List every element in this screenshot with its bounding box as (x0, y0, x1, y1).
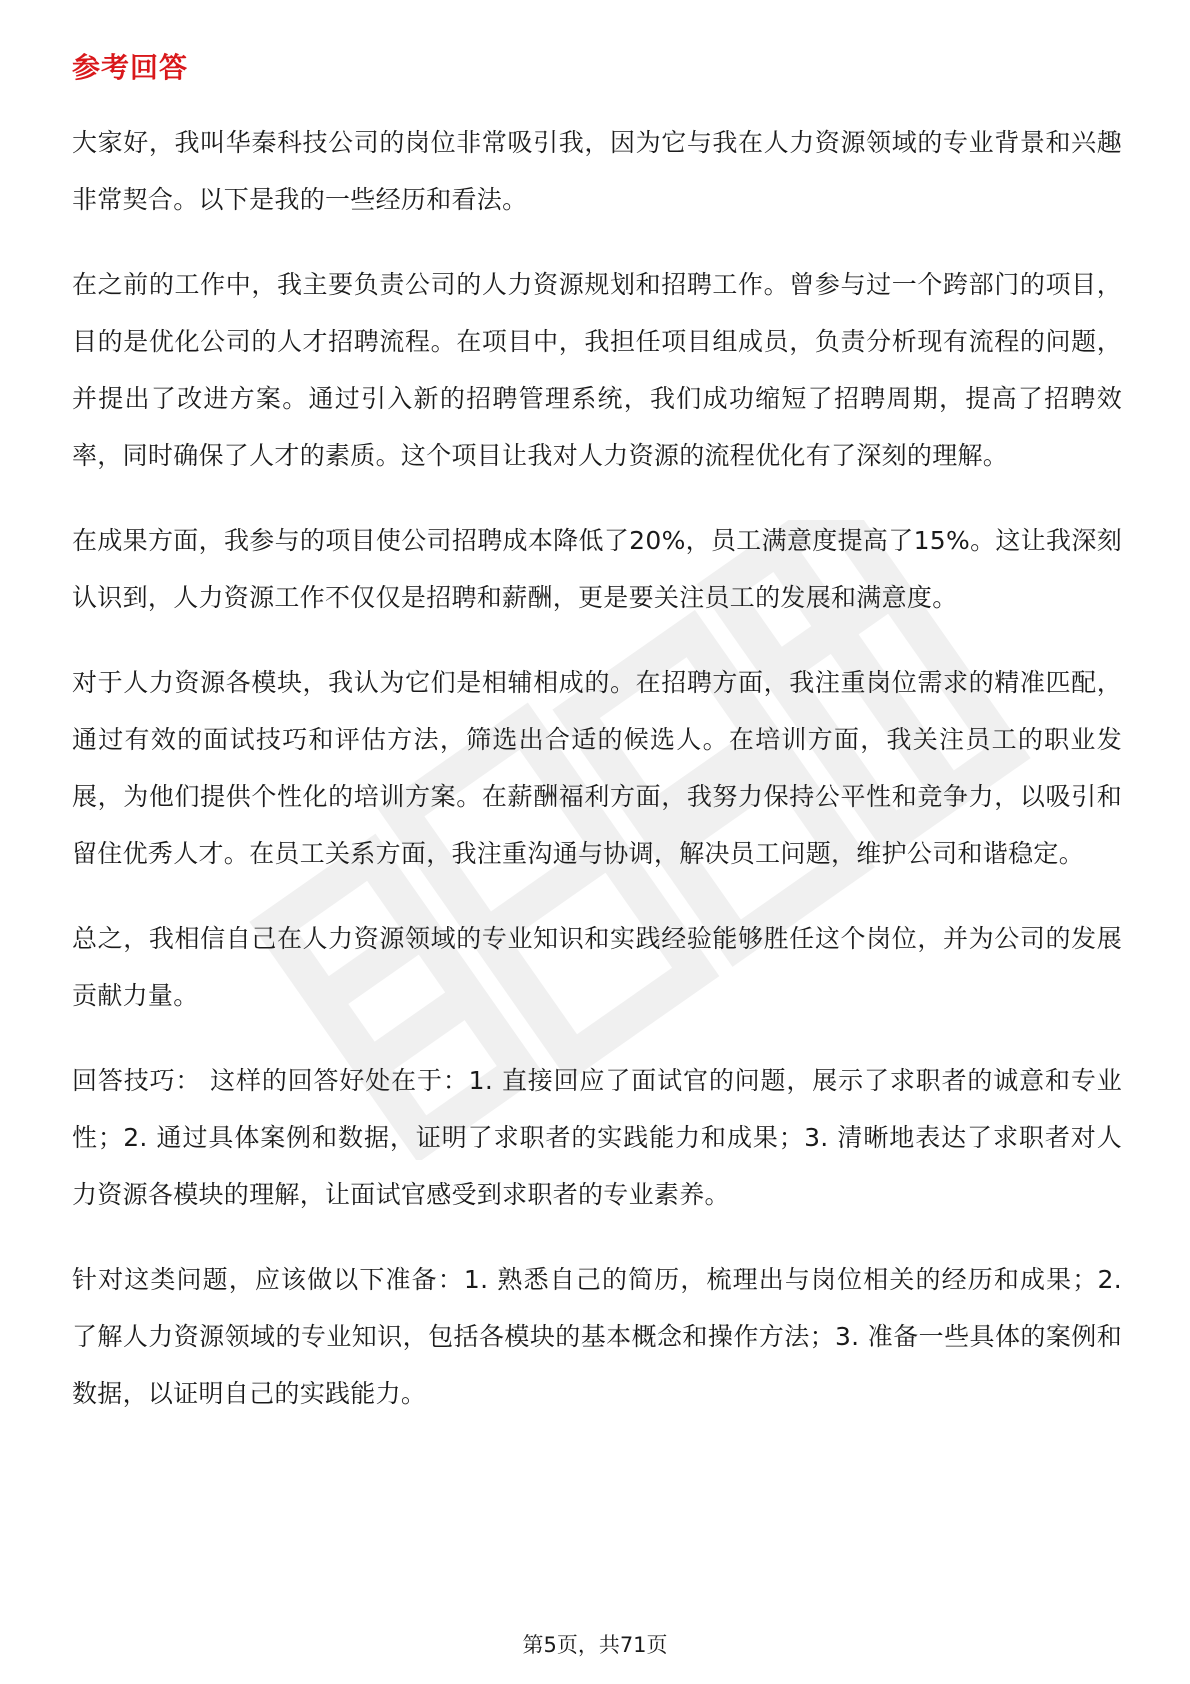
section-title: 参考回答 (72, 51, 189, 84)
page-indicator: 第5页，共71页 (522, 1633, 668, 1657)
paragraph-answer-tips: 回答技巧： 这样的回答好处在于：1. 直接回应了面试官的问题，展示了求职者的诚意和专业性；2. 通过具体案例和数据，证明了求职者的实践能力和成果；3. 清晰地表达了求职者对人力资源各模块的理解，让面试官感受到求职者的专业素养。 (72, 1066, 1122, 1209)
paragraph-hr-modules: 对于人力资源各模块，我认为它们是相辅相成的。在招聘方面，我注重岗位需求的精准匹配，通过有效的面试技巧和评估方法，筛选出合适的候选人。在培训方面，我关注员工的职业发展，为他们提供个性化的培训方案。在薪酬福利方面，我努力保持公平性和竞争力，以吸引和留住优秀人才。在员工关系方面，我注重沟通与协调，解决员工问题，维护公司和谐稳定。 (72, 668, 1122, 868)
answer-content (72, 48, 1122, 1450)
paragraph-experience: 在之前的工作中，我主要负责公司的人力资源规划和招聘工作。曾参与过一个跨部门的项目，目的是优化公司的人才招聘流程。在项目中，我担任项目组成员，负责分析现有流程的问题，并提出了改进方案。通过引入新的招聘管理系统，我们成功缩短了招聘周期，提高了招聘效率，同时确保了人才的素质。这个项目让我对人力资源的流程优化有了深刻的理解。 (72, 270, 1122, 470)
paragraph-intro: 大家好，我叫华秦科技公司的岗位非常吸引我，因为它与我在人力资源领域的专业背景和兴趣非常契合。以下是我的一些经历和看法。 (72, 128, 1122, 214)
paragraph-preparation: 针对这类问题，应该做以下准备：1. 熟悉自己的简历，梳理出与岗位相关的经历和成果；2. 了解人力资源领域的专业知识，包括各模块的基本概念和操作方法；3. 准备一些具体的案例和数据，以证明自己的实践能力。 (72, 1265, 1122, 1408)
paragraph-conclusion: 总之，我相信自己在人力资源领域的专业知识和实践经验能够胜任这个岗位，并为公司的发展贡献力量。 (72, 924, 1122, 1010)
paragraph-results: 在成果方面，我参与的项目使公司招聘成本降低了20%，员工满意度提高了15%。这让我深刻认识到，人力资源工作不仅仅是招聘和薪酬，更是要关注员工的发展和满意度。 (72, 526, 1122, 612)
